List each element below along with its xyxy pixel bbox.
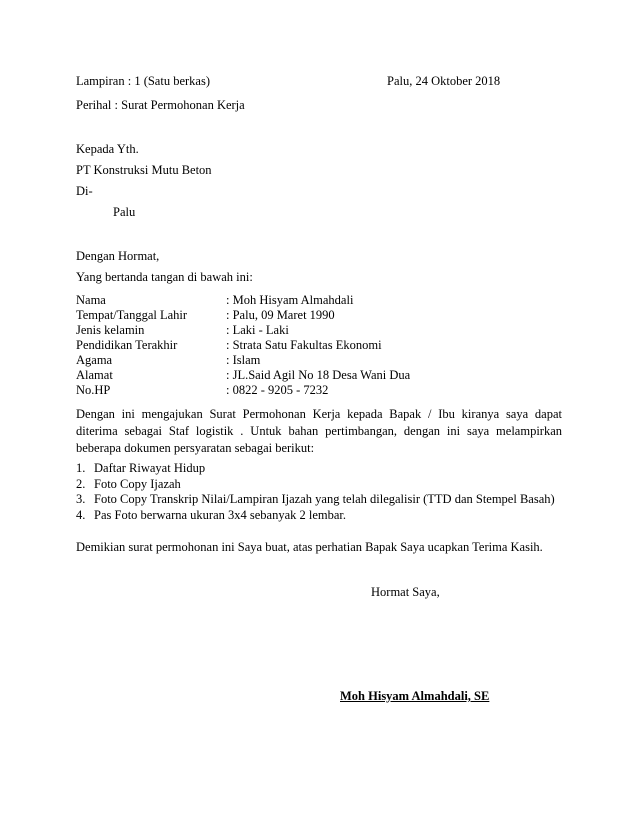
recipient-city: Palu bbox=[113, 205, 136, 219]
attachments-list bbox=[76, 461, 596, 523]
list-item bbox=[76, 461, 596, 477]
identity-label: Pendidikan Terakhir bbox=[76, 338, 178, 352]
body-paragraph: Dengan ini mengajukan Surat Permohonan Kerja kepada Bapak / Ibu kiranya saya dapat diterima sebagai Staf logistik . Untuk bahan pertimbangan, dengan ini saya melampirkan beberapa dokumen persyaratan sebagai berikut: bbox=[76, 407, 562, 455]
list-item bbox=[76, 508, 596, 524]
list-text: Foto Copy Ijazah bbox=[94, 476, 181, 491]
identity-value: : Moh Hisyam Almahdali bbox=[226, 293, 354, 307]
subject-line: Perihal : Surat Permohonan Kerja bbox=[76, 98, 245, 112]
recipient-salutation: Kepada Yth. bbox=[76, 142, 139, 156]
identity-value: : 0822 - 9205 - 7232 bbox=[226, 383, 329, 397]
list-number: 4. bbox=[76, 507, 86, 522]
identity-label: No.HP bbox=[76, 383, 111, 397]
identity-label: Tempat/Tanggal Lahir bbox=[76, 308, 188, 322]
list-number: 1. bbox=[76, 461, 86, 475]
identity-value: : JL.Said Agil No 18 Desa Wani Dua bbox=[226, 368, 411, 382]
recipient-di: Di- bbox=[76, 184, 93, 198]
list-text: Foto Copy Transkrip Nilai/Lampiran Ijazah yang telah dilegalisir (TTD dan Stempel Basah) bbox=[94, 492, 555, 506]
place-date: Palu, 24 Oktober 2018 bbox=[387, 74, 501, 88]
identity-row-religion bbox=[76, 353, 596, 368]
list-item bbox=[76, 492, 596, 508]
identity-row-phone bbox=[76, 383, 596, 398]
identity-row-birth bbox=[76, 308, 596, 323]
signatory-name: Moh Hisyam Almahdali, SE bbox=[340, 689, 490, 703]
list-text: Daftar Riwayat Hidup bbox=[94, 461, 206, 475]
identity-row-gender bbox=[76, 323, 596, 338]
list-number: 3. bbox=[76, 492, 86, 506]
intro-line: Yang bertanda tangan di bawah ini: bbox=[76, 270, 253, 284]
attachment-count: Lampiran : 1 (Satu berkas) bbox=[76, 74, 210, 88]
identity-row-name bbox=[76, 293, 596, 308]
identity-value: : Palu, 09 Maret 1990 bbox=[226, 308, 335, 322]
list-text: Pas Foto berwarna ukuran 3x4 sebanyak 2 lembar. bbox=[94, 507, 347, 522]
identity-value: : Islam bbox=[226, 353, 261, 367]
list-number: 2. bbox=[76, 476, 86, 491]
list-item bbox=[76, 477, 596, 493]
greeting: Dengan Hormat, bbox=[76, 249, 160, 263]
closing-sentence: Demikian surat permohonan ini Saya buat, atas perhatian Bapak Saya ucapkan Terima Kasih. bbox=[76, 540, 543, 554]
identity-label: Nama bbox=[76, 293, 106, 307]
identity-row-address bbox=[76, 368, 596, 383]
identity-label: Alamat bbox=[76, 368, 113, 382]
identity-label: Agama bbox=[76, 353, 113, 367]
identity-value: : Strata Satu Fakultas Ekonomi bbox=[226, 338, 382, 352]
closing-salutation: Hormat Saya, bbox=[371, 585, 440, 599]
identity-value: : Laki - Laki bbox=[226, 323, 289, 337]
identity-row-education bbox=[76, 338, 596, 353]
identity-label: Jenis kelamin bbox=[76, 323, 145, 337]
recipient-company: PT Konstruksi Mutu Beton bbox=[76, 163, 212, 177]
